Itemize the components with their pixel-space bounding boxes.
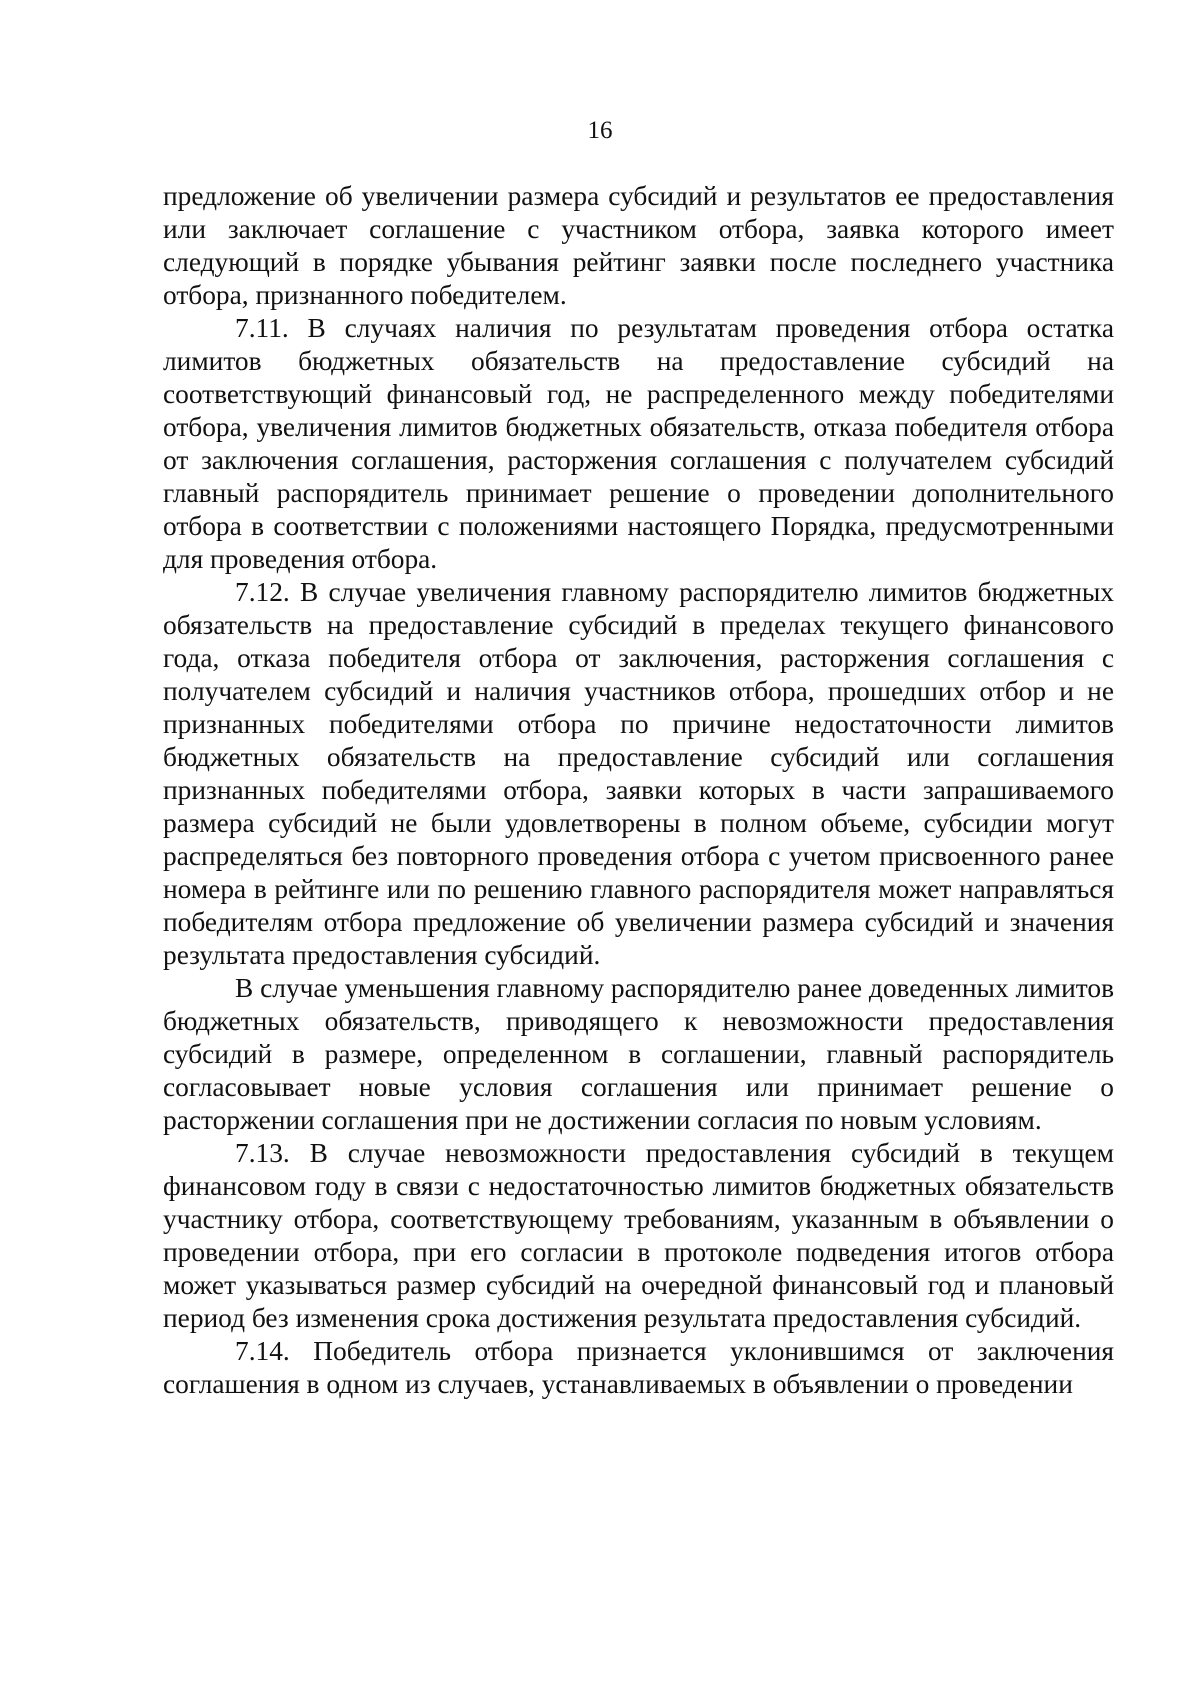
document-body xyxy=(163,180,1114,1401)
paragraph-7-14: 7.14. Победитель отбора признается уклонившимся от заключения соглашения в одном из случаев, устанавливаемых в объявлении о проведении xyxy=(163,1336,1114,1399)
paragraph-7-11: 7.11. В случаях наличия по результатам проведения отбора остатка лимитов бюджетных обязательств на предоставление субсидий на соответствующий финансовый год, не распределенного между победителями отбора, увеличения лимитов бюджетных обязательств, отказа победителя отбора от заключения соглашения, расторжения соглашения с получателем субсидий главный распорядитель принимает решение о проведении дополнительного отбора в соответствии с положениями настоящего Порядка, предусмотренными для проведения отбора. xyxy=(163,313,1114,574)
paragraph-7-12: 7.12. В случае увеличения главному распорядителю лимитов бюджетных обязательств на предоставление субсидий в пределах текущего финансового года, отказа победителя отбора от заключения, расторжения соглашения с получателем субсидий и наличия участников отбора, прошедших отбор и не признанных победителями отбора по причине недостаточности лимитов бюджетных обязательств на предоставление субсидий или соглашения признанных победителями отбора, заявки которых в части запрашиваемого размера субсидий не были удовлетворены в полном объеме, субсидии могут распределяться без повторного проведения отбора с учетом присвоенного ранее номера в рейтинге или по решению главного распорядителя может направляться победителям отбора предложение об увеличении размера субсидий и значения результата предоставления субсидий. xyxy=(163,577,1114,970)
page-number: 16 xyxy=(587,117,613,144)
paragraph-continuation: предложение об увеличении размера субсидий и результатов ее предоставления или заключает соглашение с участником отбора, заявка которого имеет следующий в порядке убывания рейтинг заявки после последнего участника отбора, признанного победителем. xyxy=(163,181,1114,310)
paragraph-7-13: 7.13. В случае невозможности предоставления субсидий в текущем финансовом году в связи с недостаточностью лимитов бюджетных обязательств участнику отбора, соответствующему требованиям, указанным в объявлении о проведении отбора, при его согласии в протоколе подведения итогов отбора может указываться размер субсидий на очередной финансовый год и плановый период без изменения срока достижения результата предоставления субсидий. xyxy=(163,1138,1114,1333)
paragraph-limits-reduction: В случае уменьшения главному распорядителю ранее доведенных лимитов бюджетных обязательств, приводящего к невозможности предоставления субсидий в размере, определенном в соглашении, главный распорядитель согласовывает новые условия соглашения или принимает решение о расторжении соглашения при не достижении согласия по новым условиям. xyxy=(163,973,1115,1135)
